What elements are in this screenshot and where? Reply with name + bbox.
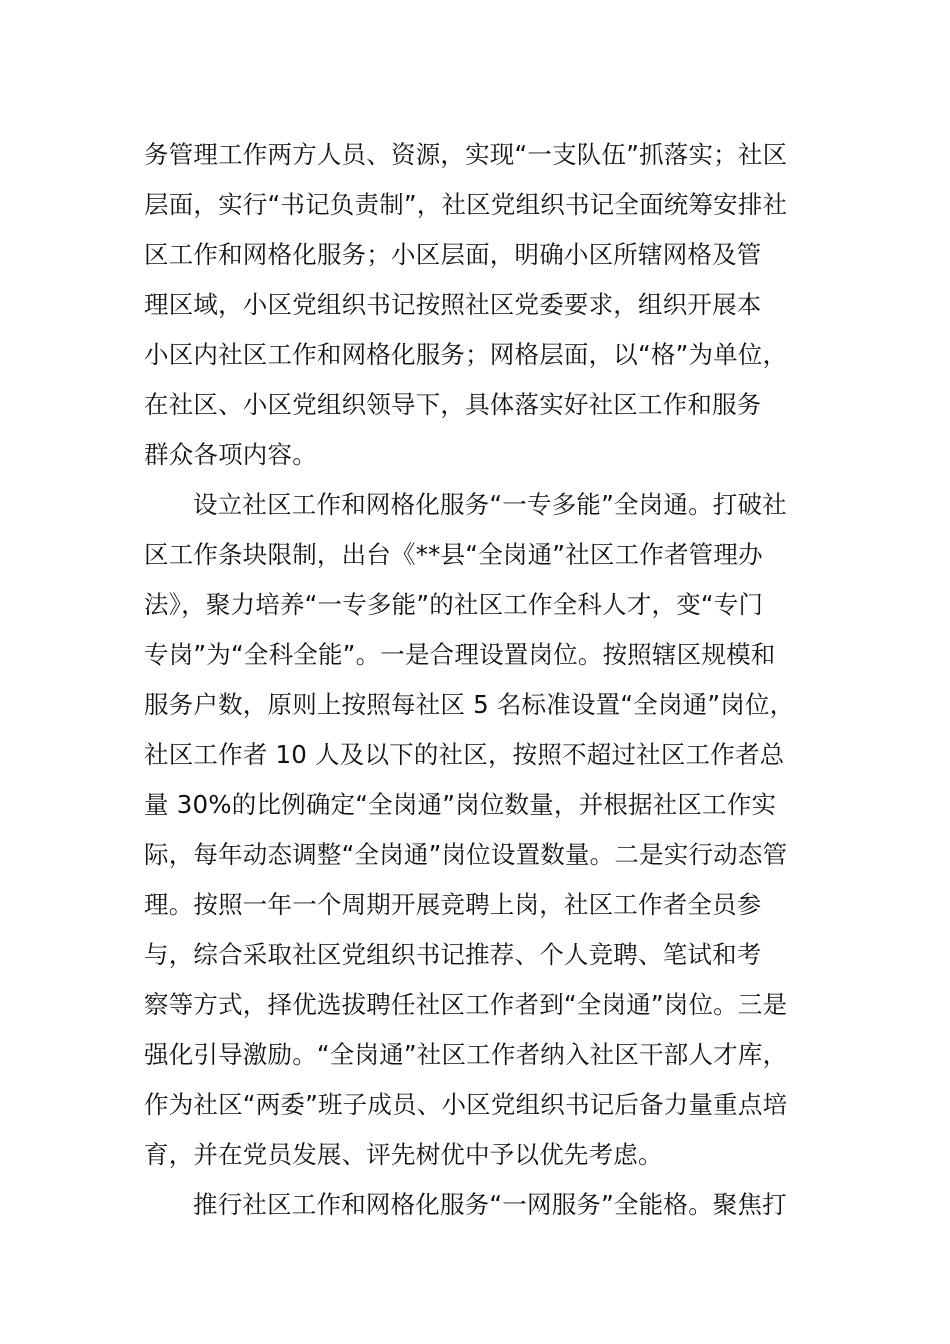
paragraph-line: 察等方式，择优选拔聘任社区工作者到“全岗通”岗位。三是 bbox=[144, 990, 788, 1019]
paragraph-line: 专岗”为“全科全能”。一是合理设置岗位。按照辖区规模和 bbox=[144, 640, 776, 669]
paragraph-1 bbox=[144, 130, 808, 480]
paragraph-line: 社区工作者 10 人及以下的社区，按照不超过社区工作者总 bbox=[144, 740, 785, 769]
paragraph-3 bbox=[144, 1180, 808, 1230]
paragraph-line: 层面，实行“书记负责制”，社区党组织书记全面统筹安排社 bbox=[144, 190, 788, 219]
paragraph-line: 在社区、小区党组织领导下，具体落实好社区工作和服务 bbox=[144, 390, 762, 419]
paragraph-line: 育，并在党员发展、评先树优中予以优先考虑。 bbox=[144, 1140, 663, 1169]
paragraph-line: 与，综合采取社区党组织书记推荐、个人竞聘、笔试和考 bbox=[144, 940, 762, 969]
paragraph-line: 际，每年动态调整“全岗通”岗位设置数量。二是实行动态管 bbox=[144, 840, 788, 869]
paragraph-line: 区工作条块限制，出台《**县“全岗通”社区工作者管理办 bbox=[144, 540, 763, 569]
paragraph-line: 理。按照一年一个周期开展竞聘上岗，社区工作者全员参 bbox=[144, 890, 762, 919]
paragraph-line: 强化引导激励。“全岗通”社区工作者纳入社区干部人才库， bbox=[144, 1040, 788, 1069]
paragraph-2 bbox=[144, 480, 808, 1180]
paragraph-first-line: 设立社区工作和网格化服务“一专多能”全岗通。打破社 bbox=[193, 490, 787, 519]
paragraph-line: 法》，聚力培养“一专多能”的社区工作全科人才，变“专门 bbox=[144, 590, 764, 619]
paragraph-line: 量 30%的比例确定“全岗通”岗位数量，并根据社区工作实 bbox=[144, 790, 777, 819]
paragraph-line: 作为社区“两委”班子成员、小区党组织书记后备力量重点培 bbox=[144, 1090, 788, 1119]
paragraph-first-line: 推行社区工作和网格化服务“一网服务”全能格。聚焦打 bbox=[193, 1190, 787, 1219]
document-body bbox=[144, 130, 808, 1230]
paragraph-line: 务管理工作两方人员、资源，实现“一支队伍”抓落实；社区 bbox=[144, 140, 788, 169]
paragraph-line: 群众各项内容。 bbox=[144, 440, 317, 469]
paragraph-line: 理区域，小区党组织书记按照社区党委要求，组织开展本 bbox=[144, 290, 762, 319]
paragraph-line: 小区内社区工作和网格化服务；网格层面，以“格”为单位， bbox=[144, 340, 788, 369]
paragraph-line: 区工作和网格化服务；小区层面，明确小区所辖网格及管 bbox=[144, 240, 762, 269]
paragraph-line: 服务户数，原则上按照每社区 5 名标准设置“全岗通”岗位， bbox=[144, 690, 795, 719]
